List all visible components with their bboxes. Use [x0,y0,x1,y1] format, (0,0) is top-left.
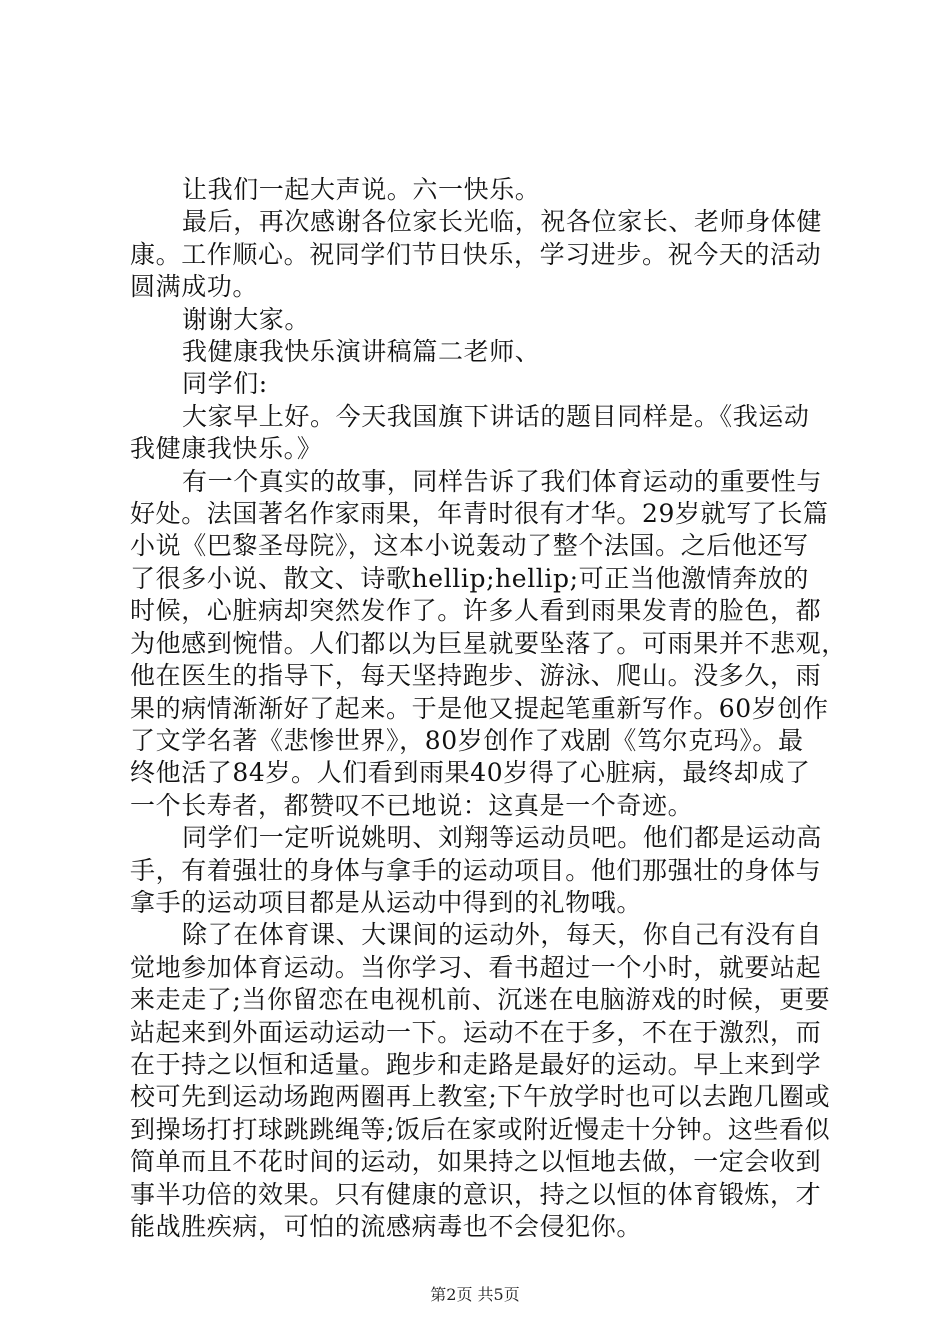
text-line: 我健康我快乐演讲稿篇二老师、 [182,337,541,367]
text-line: 我健康我快乐。》 [130,434,323,464]
text-line: 他在医生的指导下，每天坚持跑步、游泳、爬山。没多久，雨 [130,661,822,691]
text-line: 校可先到运动场跑两圈再上教室;下午放学时也可以去跑几圈或 [130,1082,831,1112]
text-line: 事半功倍的效果。只有健康的意识，持之以恒的体育锻炼，才 [130,1179,822,1209]
text-line: 为他感到惋惜。人们都以为巨星就要坠落了。可雨果并不悲观， [130,628,847,658]
text-line: 果的病情渐渐好了起来。于是他又提起笔重新写作。60岁创作 [130,693,829,723]
text-line: 站起来到外面运动运动一下。运动不在于多，不在于激烈，而 [130,1017,822,1047]
text-line: 一个长寿者，都赞叹不已地说：这真是一个奇迹。 [130,790,694,820]
text-line: 让我们一起大声说。六一快乐。 [182,175,541,204]
text-line: 大家早上好。今天我国旗下讲话的题目同样是。《我运动 [182,401,810,431]
text-line: 在于持之以恒和适量。跑步和走路是最好的运动。早上来到学 [130,1049,822,1079]
text-line: 除了在体育课、大课间的运动外，每天，你自己有没有自 [182,920,823,950]
text-line: 手，有着强壮的身体与拿手的运动项目。他们那强壮的身体与 [130,855,822,885]
text-line: 来走走了;当你留恋在电视机前、沉迷在电脑游戏的时候，更要 [130,985,831,1015]
text-line: 小说《巴黎圣母院》，这本小说轰动了整个法国。之后他还写 [130,531,809,561]
text-line: 了文学名著《悲惨世界》，80岁创作了戏剧《笃尔克玛》。最 [130,725,804,755]
text-line: 最后，再次感谢各位家长光临，祝各位家长、老师身体健 [182,207,823,237]
page-footer: 第2页 共5页 [430,1285,520,1304]
text-line: 到操场打打球跳跳绳等;饭后在家或附近慢走十分钟。这些看似 [130,1114,831,1144]
text-line: 拿手的运动项目都是从运动中得到的礼物哦。 [130,887,643,917]
text-line: 好处。法国著名作家雨果，年青时很有才华。29岁就写了长篇 [130,499,829,529]
text-line: 觉地参加体育运动。当你学习、看书超过一个小时，就要站起 [130,952,822,982]
document-body [130,174,847,1243]
text-line: 时候，心脏病却突然发作了。许多人看到雨果发青的脸色，都 [130,596,822,626]
text-line: 谢谢大家。 [182,304,311,334]
text-line: 同学们一定听说姚明、刘翔等运动员吧。他们都是运动高 [182,823,823,853]
text-line: 能战胜疾病，可怕的流感病毒也不会侵犯你。 [130,1212,643,1241]
text-line: 同学们: [182,369,268,399]
text-line: 了很多小说、散文、诗歌hellip;hellip;可正当他激情奔放的 [130,563,810,593]
text-line: 简单而且不花时间的运动，如果持之以恒地去做，一定会收到 [130,1147,822,1177]
text-line: 终他活了84岁。人们看到雨果40岁得了心脏病，最终却成了 [130,758,811,788]
text-line: 有一个真实的故事，同样告诉了我们体育运动的重要性与 [182,466,823,496]
text-line: 圆满成功。 [130,272,259,302]
text-line: 康。工作顺心。祝同学们节日快乐，学习进步。祝今天的活动 [130,239,822,269]
